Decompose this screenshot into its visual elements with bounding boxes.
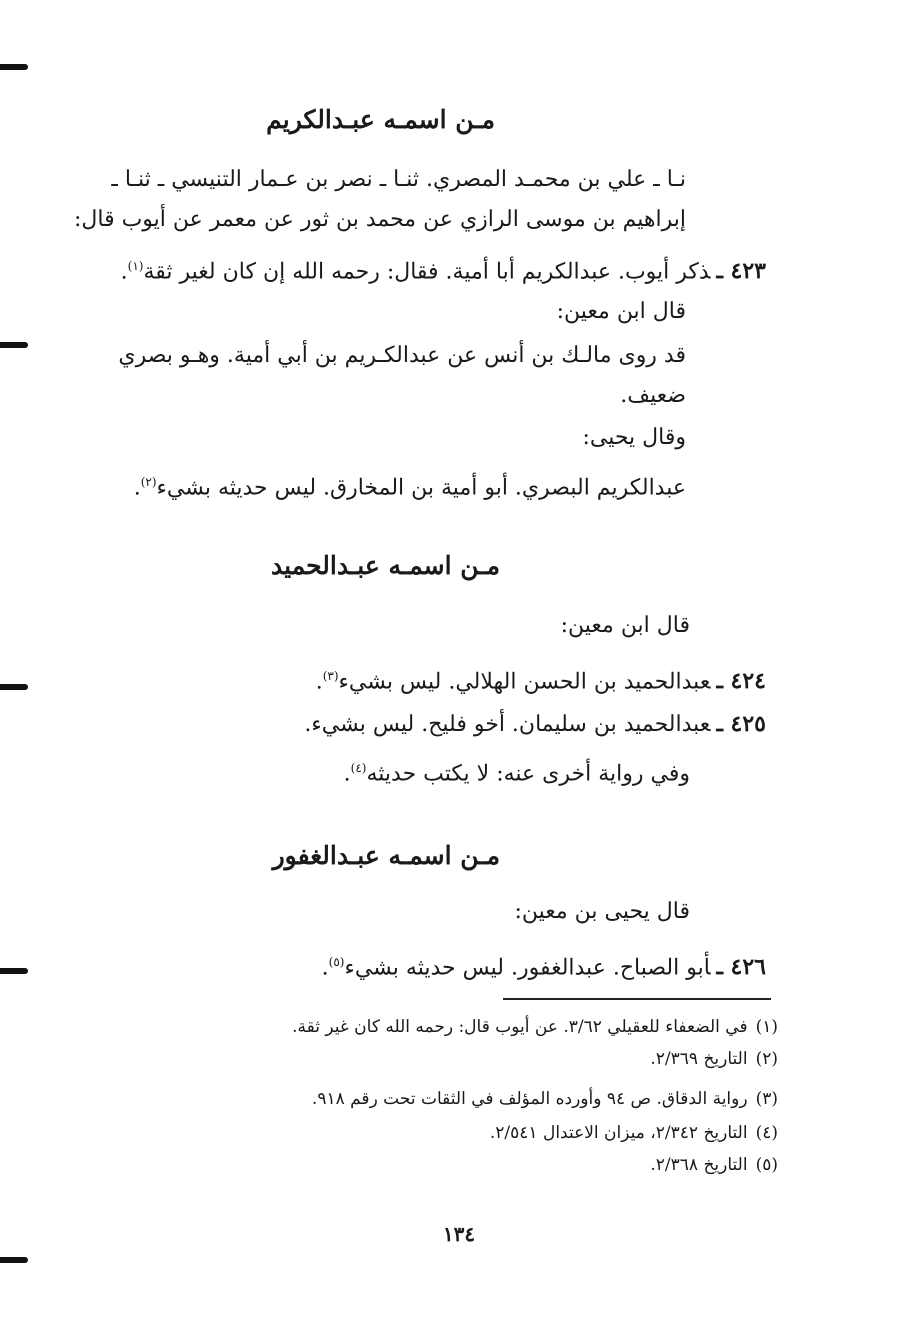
page-number: ١٣٤ xyxy=(442,1222,476,1246)
narration-line: قد روى مالـك بن أنس عن عبدالكـريم بن أبي أمية. وهـو بصري xyxy=(118,343,686,368)
narration-line: عبدالكريم البصري. أبو أمية بن المخارق. ليس حديثه بشيء$^{(٢)}$. xyxy=(133,475,686,501)
entry-text: عبدالحميد بن الحسن الهلالي. ليس بشيء xyxy=(338,669,711,695)
entry-text: ذكر أيوب. عبدالكريم أبا أمية. فقال: رحمه الله إن كان لغير ثقة xyxy=(143,259,711,285)
section-heading-abdulghafur: مـن اسمـه عبـدالغفور xyxy=(272,841,500,870)
entry-425 xyxy=(0,704,918,745)
section-heading-abdulkarim: مـن اسمـه عبـدالكريم xyxy=(266,105,495,134)
section-heading-abdulhamid: مـن اسمـه عبـدالحميد xyxy=(271,551,500,580)
footnote-ref[interactable]: (٢) xyxy=(140,475,157,489)
footnote-text: رواية الدقاق. ص ٩٤ وأورده المؤلف في الثقات تحت رقم ٩١٨. xyxy=(311,1089,748,1109)
footnote-item xyxy=(490,1118,778,1148)
footnote-item xyxy=(312,1084,778,1114)
footnote-ref[interactable]: (٥) xyxy=(328,955,345,969)
footnote-item xyxy=(650,1150,778,1180)
footnote-item xyxy=(650,1044,778,1074)
footnote-number: (٣) xyxy=(755,1089,778,1109)
narration-line: ضعيف. xyxy=(620,383,686,408)
footnote-ref[interactable]: (١) xyxy=(127,259,144,273)
entry-number: ٤٢٤ ـ xyxy=(716,668,766,695)
binding-mark xyxy=(0,1257,28,1263)
footnote-text: التاريخ ٢/٣٤٢، ميزان الاعتدال ٢/٥٤١. xyxy=(489,1123,748,1143)
footnote-separator xyxy=(503,998,771,1000)
attribution-line: قال ابن معين: xyxy=(560,613,690,638)
entry-text: أبو الصباح. عبدالغفور. ليس حديثه بشيء xyxy=(344,955,711,981)
entry-424: ٤٢٤ ـعبدالحميد بن الحسن الهلالي. ليس بشيء$^{(٣)}$. xyxy=(315,668,766,695)
attribution-line: قال يحيى بن معين: xyxy=(514,899,690,924)
binding-mark xyxy=(0,64,28,70)
entry-426: ٤٢٦ ـأبو الصباح. عبدالغفور. ليس حديثه بشيء$^{(٥)}$. xyxy=(321,954,766,981)
attribution-line: قال ابن معين: xyxy=(556,299,686,324)
footnote-number: (١) xyxy=(755,1017,778,1037)
entry-423: ٤٢٣ ـذكر أيوب. عبدالكريم أبا أمية. فقال: رحمه الله إن كان لغير ثقة$^{(١)}$. xyxy=(120,258,766,285)
footnote-text: التاريخ ٢/٣٦٩. xyxy=(650,1049,748,1069)
entry-text: عبدالحميد بن سليمان. أخو فليح. ليس بشيء. xyxy=(304,712,711,737)
narration-line: وفي رواية أخرى عنه: لا يكتب حديثه$^{(٤)}$. xyxy=(343,761,690,787)
footnote-item xyxy=(292,1012,778,1042)
narration-text: وفي رواية أخرى عنه: لا يكتب حديثه xyxy=(366,761,690,787)
footnote-number: (٤) xyxy=(755,1123,778,1143)
entry-number: ٤٢٣ ـ xyxy=(716,258,766,285)
footnote-text: التاريخ ٢/٣٦٨. xyxy=(650,1155,748,1175)
footnote-ref[interactable]: (٤) xyxy=(350,761,367,775)
footnote-number: (٥) xyxy=(755,1155,778,1175)
isnad-line: نـا ـ علي بن محمـد المصري. ثنـا ـ نصر بن عـمار التنيسي ـ ثنـا ـ xyxy=(111,167,686,192)
isnad-line: إبراهيم بن موسى الرازي عن محمد بن ثور عن معمر عن أيوب قال: xyxy=(73,207,686,232)
footnote-ref[interactable]: (٣) xyxy=(322,669,339,683)
attribution-line: وقال يحيى: xyxy=(582,425,686,450)
entry-number: ٤٢٥ ـ xyxy=(716,711,766,737)
entry-number: ٤٢٦ ـ xyxy=(716,954,766,981)
footnote-text: في الضعفاء للعقيلي ٣/٦٢. عن أيوب قال: رحمه الله كان غير ثقة. xyxy=(292,1017,748,1037)
narration-text: عبدالكريم البصري. أبو أمية بن المخارق. ليس حديثه بشيء xyxy=(156,475,686,501)
footnote-number: (٢) xyxy=(755,1049,778,1069)
